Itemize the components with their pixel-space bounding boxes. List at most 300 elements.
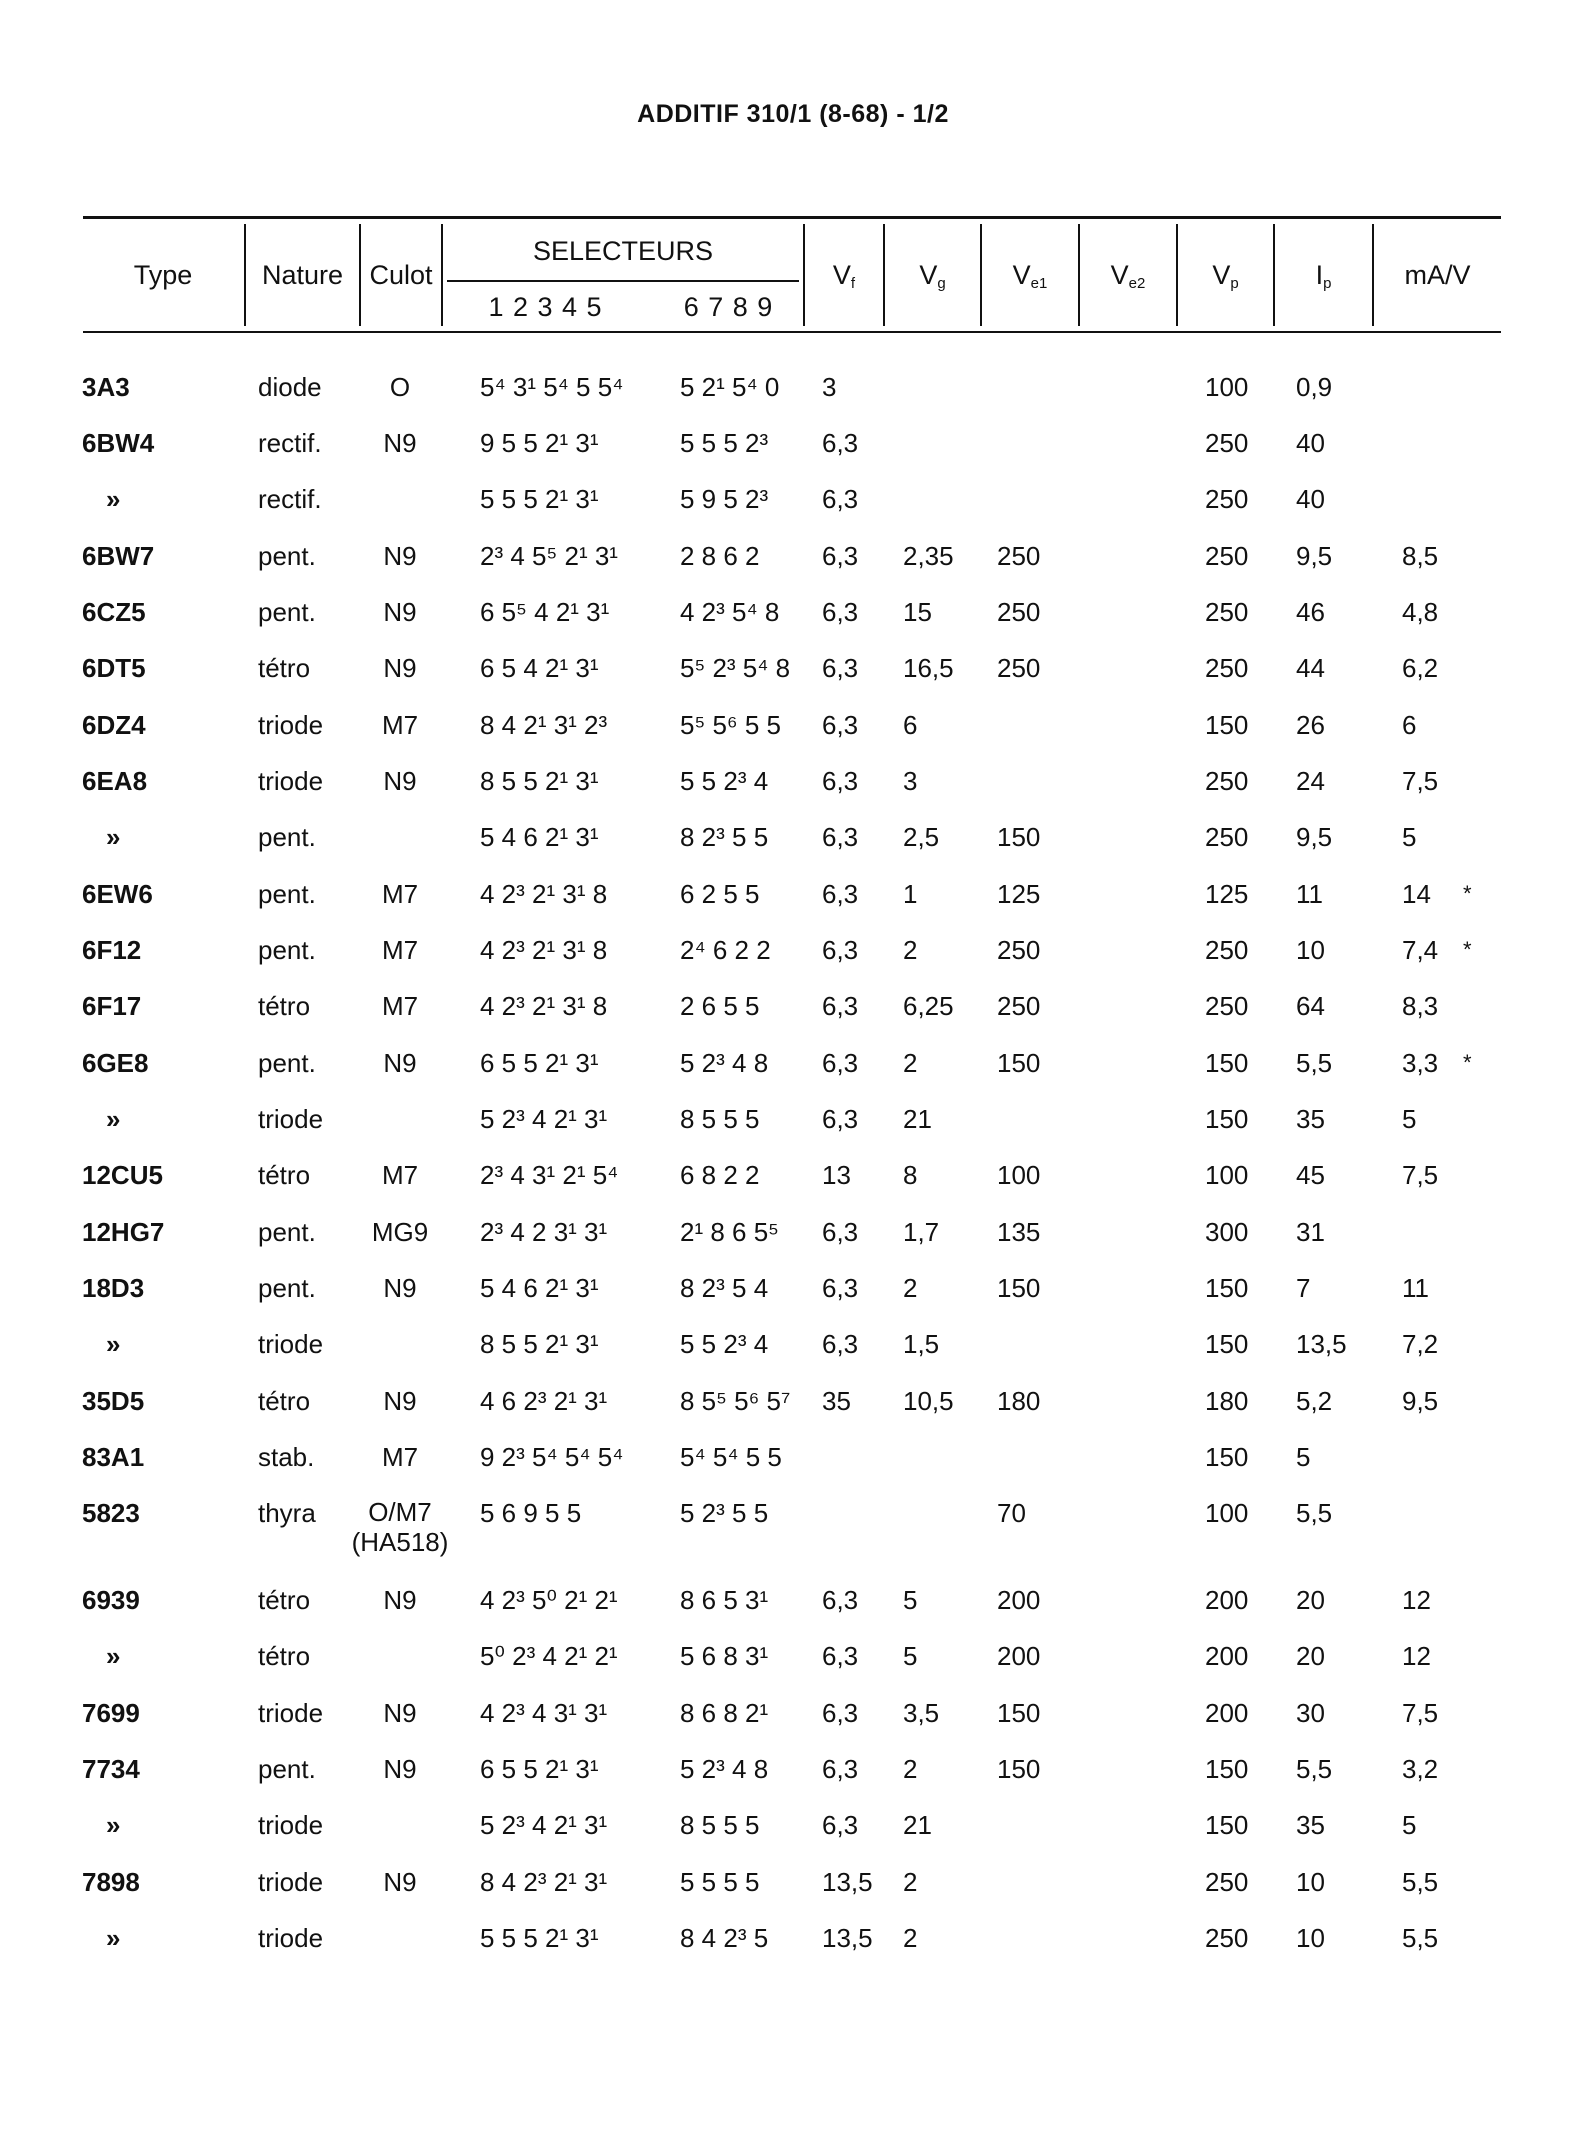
cell-ve1: 70 xyxy=(997,1498,1026,1528)
cell-vg: 16,5 xyxy=(903,653,954,683)
table-row xyxy=(0,1640,1586,1680)
cell-ip: 11 xyxy=(1296,879,1323,909)
cell-vf: 35 xyxy=(822,1386,851,1416)
table-row xyxy=(0,1497,1586,1557)
cell-ma: 9,5 xyxy=(1402,1386,1439,1416)
cell-s2: 8 5 5 5 xyxy=(680,1810,760,1840)
cell-ma: 11 xyxy=(1402,1273,1429,1303)
cell-ma: 4,8 xyxy=(1402,597,1439,627)
cell-ve1: 150 xyxy=(997,822,1041,852)
cell-vf: 6,3 xyxy=(822,1641,859,1671)
cell-vg: 6,25 xyxy=(903,991,954,1021)
cell-note: * xyxy=(1463,881,1472,906)
cell-type: 6DT5 xyxy=(82,653,146,683)
cell-nature: triode xyxy=(258,1104,324,1134)
cell-nature: pent. xyxy=(258,1754,316,1784)
cell-ip: 35 xyxy=(1296,1810,1325,1840)
header-ma-v: mA/V xyxy=(1404,260,1471,290)
cell-ve1: 250 xyxy=(997,597,1041,627)
cell-s1: 2³ 4 2 3¹ 3¹ xyxy=(480,1217,608,1247)
cell-nature: triode xyxy=(258,1867,324,1897)
cell-ip: 5 xyxy=(1296,1442,1311,1472)
cell-vp: 150 xyxy=(1205,1329,1249,1359)
cell-ve1: 150 xyxy=(997,1754,1041,1784)
cell-nature: pent. xyxy=(258,1273,316,1303)
cell-vp: 100 xyxy=(1205,1160,1249,1190)
cell-nature: pent. xyxy=(258,1217,316,1247)
cell-ve1: 150 xyxy=(997,1048,1041,1078)
cell-vg: 5 xyxy=(903,1641,918,1671)
cell-vg: 21 xyxy=(903,1810,932,1840)
cell-vp: 250 xyxy=(1205,653,1249,683)
cell-vg: 2 xyxy=(903,1923,918,1953)
cell-s1: 2³ 4 3¹ 2¹ 5⁴ xyxy=(480,1160,619,1190)
cell-ma: 7,5 xyxy=(1402,1160,1439,1190)
table-row xyxy=(0,596,1586,636)
cell-type: 5823 xyxy=(82,1498,140,1528)
cell-s2: 2¹ 8 6 5⁵ xyxy=(680,1217,779,1247)
cell-culot: N9 xyxy=(383,1698,417,1728)
cell-type: 6BW7 xyxy=(82,541,155,571)
cell-ma: 14 xyxy=(1402,879,1431,909)
table-row xyxy=(0,427,1586,467)
cell-s1: 5⁰ 2³ 4 2¹ 2¹ xyxy=(480,1641,618,1671)
cell-culot: M7 xyxy=(381,1160,419,1190)
cell-vg: 2 xyxy=(903,935,918,965)
cell-s2: 5 5 2³ 4 xyxy=(680,1329,769,1359)
header-type: Type xyxy=(133,260,193,290)
header-nature: Nature xyxy=(261,260,344,290)
cell-s1: 5 6 9 5 5 xyxy=(480,1498,582,1528)
cell-nature: rectif. xyxy=(258,428,322,458)
cell-culot: N9 xyxy=(383,597,417,627)
cell-ma: 12 xyxy=(1402,1641,1431,1671)
cell-culot: N9 xyxy=(383,766,417,796)
cell-s2: 8 6 5 3¹ xyxy=(680,1585,769,1615)
cell-s2: 5 5 2³ 4 xyxy=(680,766,769,796)
cell-nature: tétro xyxy=(258,991,311,1021)
cell-type: 7699 xyxy=(82,1698,140,1728)
cell-ip: 0,9 xyxy=(1296,372,1333,402)
cell-culot: M7 xyxy=(381,879,419,909)
table-row xyxy=(0,540,1586,580)
cell-type: » xyxy=(106,1641,121,1671)
cell-type: 6EA8 xyxy=(82,766,148,796)
cell-s2: 5⁵ 5⁶ 5 5 xyxy=(680,710,781,740)
cell-vf: 6,3 xyxy=(822,428,859,458)
cell-type: 18D3 xyxy=(82,1273,145,1303)
cell-culot: M7 xyxy=(381,991,419,1021)
cell-nature: rectif. xyxy=(258,484,322,514)
table-row xyxy=(0,1584,1586,1624)
cell-s2: 5⁵ 2³ 5⁴ 8 xyxy=(680,653,791,683)
cell-ve1: 125 xyxy=(997,879,1041,909)
cell-ip: 10 xyxy=(1296,935,1325,965)
cell-s1: 6 5 5 2¹ 3¹ xyxy=(480,1754,599,1784)
cell-s2: 5⁴ 5⁴ 5 5 xyxy=(680,1442,782,1472)
cell-ip: 5,5 xyxy=(1296,1498,1333,1528)
cell-vp: 150 xyxy=(1205,1048,1249,1078)
cell-type: 3A3 xyxy=(82,372,130,402)
cell-culot: M7 xyxy=(381,935,419,965)
cell-nature: pent. xyxy=(258,935,316,965)
table-row xyxy=(0,1385,1586,1425)
cell-vp: 250 xyxy=(1205,484,1249,514)
table-top-rule xyxy=(83,216,1501,219)
cell-culot: N9 xyxy=(383,1048,417,1078)
cell-type: » xyxy=(106,822,121,852)
cell-s1: 5 2³ 4 2¹ 3¹ xyxy=(480,1810,608,1840)
cell-vf: 6,3 xyxy=(822,1217,859,1247)
cell-vf: 6,3 xyxy=(822,1273,859,1303)
page-title: ADDITIF 310/1 (8-68) - 1/2 xyxy=(637,100,949,128)
cell-type: 7898 xyxy=(82,1867,140,1897)
cell-vf: 6,3 xyxy=(822,541,859,571)
cell-vp: 250 xyxy=(1205,991,1249,1021)
cell-nature: tétro xyxy=(258,1386,311,1416)
cell-ve1: 200 xyxy=(997,1585,1041,1615)
header-vg: $V_g$ xyxy=(919,260,946,292)
cell-ip: 64 xyxy=(1296,991,1325,1021)
cell-ve1: 150 xyxy=(997,1698,1041,1728)
cell-s2: 5 5 5 2³ xyxy=(680,428,769,458)
cell-vf: 6,3 xyxy=(822,1698,859,1728)
cell-ip: 5,2 xyxy=(1296,1386,1333,1416)
cell-s1: 8 4 2³ 2¹ 3¹ xyxy=(480,1867,608,1897)
cell-note: * xyxy=(1463,1050,1472,1075)
header-culot: Culot xyxy=(369,260,433,290)
cell-ma: 7,5 xyxy=(1402,1698,1439,1728)
cell-vp: 250 xyxy=(1205,822,1249,852)
cell-s1: 5⁴ 3¹ 5⁴ 5 5⁴ xyxy=(480,372,624,402)
cell-s1: 5 2³ 4 2¹ 3¹ xyxy=(480,1104,608,1134)
header-vf: $V_f$ xyxy=(832,260,856,292)
cell-ma: 7,4 xyxy=(1402,935,1439,965)
table-row xyxy=(0,934,1586,974)
cell-culot: N9 xyxy=(383,1754,417,1784)
table-row xyxy=(0,990,1586,1030)
cell-culot: M7 xyxy=(381,710,419,740)
cell-s1: 5 4 6 2¹ 3¹ xyxy=(480,822,599,852)
cell-ip: 46 xyxy=(1296,597,1325,627)
cell-ip: 7 xyxy=(1296,1273,1311,1303)
cell-ip: 10 xyxy=(1296,1923,1325,1953)
cell-type: 6F12 xyxy=(82,935,142,965)
cell-s1: 4 6 2³ 2¹ 3¹ xyxy=(480,1386,608,1416)
cell-ip: 9,5 xyxy=(1296,822,1333,852)
cell-type: 6F17 xyxy=(82,991,142,1021)
cell-vf: 6,3 xyxy=(822,597,859,627)
cell-s2: 5 2¹ 5⁴ 0 xyxy=(680,372,780,402)
cell-ve1: 250 xyxy=(997,653,1041,683)
cell-vp: 150 xyxy=(1205,710,1249,740)
cell-s2: 8 2³ 5 4 xyxy=(680,1273,769,1303)
cell-type: » xyxy=(106,1104,121,1134)
header-ip: $I_p$ xyxy=(1315,260,1332,292)
cell-vf: 6,3 xyxy=(822,710,859,740)
cell-ip: 31 xyxy=(1296,1217,1325,1247)
cell-ip: 35 xyxy=(1296,1104,1325,1134)
cell-ve1: 100 xyxy=(997,1160,1041,1190)
cell-type: 6GE8 xyxy=(82,1048,149,1078)
cell-vp: 100 xyxy=(1205,372,1249,402)
header-ve1: $V_{e1}$ xyxy=(1012,260,1048,292)
cell-nature: pent. xyxy=(258,1048,316,1078)
cell-vf: 6,3 xyxy=(822,1104,859,1134)
cell-nature: pent. xyxy=(258,541,316,571)
cell-ma: 3,2 xyxy=(1402,1754,1439,1784)
cell-type: 12CU5 xyxy=(82,1160,163,1190)
cell-vp: 250 xyxy=(1205,1867,1249,1897)
cell-s1: 8 5 5 2¹ 3¹ xyxy=(480,1329,599,1359)
cell-vf: 6,3 xyxy=(822,1048,859,1078)
cell-s2: 8 2³ 5 5 xyxy=(680,822,769,852)
cell-ma: 7,5 xyxy=(1402,766,1439,796)
cell-culot xyxy=(345,1497,455,1557)
table-row xyxy=(0,1272,1586,1312)
cell-nature: thyra xyxy=(258,1498,316,1528)
cell-vp: 150 xyxy=(1205,1273,1249,1303)
cell-vf: 6,3 xyxy=(822,484,859,514)
cell-s1: 2³ 4 5⁵ 2¹ 3¹ xyxy=(480,541,618,571)
cell-nature: tétro xyxy=(258,1585,311,1615)
cell-ve1: 200 xyxy=(997,1641,1041,1671)
cell-s2: 2 8 6 2 xyxy=(680,541,760,571)
cell-ma: 3,3 xyxy=(1402,1048,1439,1078)
cell-s1: 4 2³ 2¹ 3¹ 8 xyxy=(480,991,608,1021)
selecteurs-divider xyxy=(447,280,799,282)
cell-ve1: 150 xyxy=(997,1273,1041,1303)
cell-vp: 200 xyxy=(1205,1698,1249,1728)
cell-culot: MG9 xyxy=(371,1217,429,1247)
cell-s1: 6 5 4 2¹ 3¹ xyxy=(480,653,599,683)
cell-nature: pent. xyxy=(258,879,316,909)
cell-vg: 2 xyxy=(903,1754,918,1784)
cell-type: 7734 xyxy=(82,1754,140,1784)
table-row xyxy=(0,1159,1586,1199)
cell-nature: tétro xyxy=(258,1160,311,1190)
cell-vf: 13,5 xyxy=(822,1923,873,1953)
table-row xyxy=(0,483,1586,523)
cell-nature: diode xyxy=(258,372,322,402)
cell-ip: 26 xyxy=(1296,710,1325,740)
cell-ve1: 250 xyxy=(997,991,1041,1021)
cell-vg: 2,5 xyxy=(903,822,940,852)
cell-vp: 100 xyxy=(1205,1498,1249,1528)
cell-ve1: 180 xyxy=(997,1386,1041,1416)
cell-ip: 20 xyxy=(1296,1641,1325,1671)
cell-vg: 2 xyxy=(903,1867,918,1897)
cell-ma: 5,5 xyxy=(1402,1867,1439,1897)
cell-type: » xyxy=(106,1923,121,1953)
cell-s2: 4 2³ 5⁴ 8 xyxy=(680,597,780,627)
cell-vp: 250 xyxy=(1205,1923,1249,1953)
header-selecteurs-6-9: 6 7 8 9 xyxy=(683,292,773,322)
cell-culot: N9 xyxy=(383,541,417,571)
cell-type: 6DZ4 xyxy=(82,710,146,740)
cell-ip: 5,5 xyxy=(1296,1754,1333,1784)
cell-s2: 8 4 2³ 5 xyxy=(680,1923,769,1953)
cell-ma: 12 xyxy=(1402,1585,1431,1615)
cell-vp: 150 xyxy=(1205,1810,1249,1840)
cell-vf: 6,3 xyxy=(822,1329,859,1359)
cell-vf: 3 xyxy=(822,372,837,402)
cell-vf: 6,3 xyxy=(822,822,859,852)
header-selecteurs: SELECTEURS xyxy=(532,236,714,266)
cell-ip: 40 xyxy=(1296,484,1325,514)
cell-vp: 250 xyxy=(1205,597,1249,627)
cell-ve1: 250 xyxy=(997,541,1041,571)
cell-s2: 2⁴ 6 2 2 xyxy=(680,935,771,965)
cell-culot: N9 xyxy=(383,1585,417,1615)
table-row xyxy=(0,709,1586,749)
cell-vp: 250 xyxy=(1205,428,1249,458)
cell-type: 6EW6 xyxy=(82,879,153,909)
cell-s2: 5 5 5 5 xyxy=(680,1867,760,1897)
cell-s1: 9 5 5 2¹ 3¹ xyxy=(480,428,599,458)
cell-s2: 5 2³ 4 8 xyxy=(680,1754,769,1784)
cell-s1: 8 4 2¹ 3¹ 2³ xyxy=(480,710,608,740)
cell-vg: 1 xyxy=(903,879,918,909)
cell-culot-line: (HA518) xyxy=(351,1527,449,1557)
cell-s1: 5 4 6 2¹ 3¹ xyxy=(480,1273,599,1303)
cell-ma: 8,3 xyxy=(1402,991,1439,1021)
table-row xyxy=(0,1922,1586,1962)
cell-vf: 6,3 xyxy=(822,653,859,683)
cell-vg: 2 xyxy=(903,1048,918,1078)
cell-s2: 2 6 5 5 xyxy=(680,991,760,1021)
cell-s2: 8 5 5 5 xyxy=(680,1104,760,1134)
cell-vf: 6,3 xyxy=(822,991,859,1021)
cell-nature: stab. xyxy=(258,1442,315,1472)
table-row xyxy=(0,821,1586,861)
cell-ip: 10 xyxy=(1296,1867,1325,1897)
cell-culot-line: O/M7 xyxy=(368,1497,432,1527)
cell-ip: 45 xyxy=(1296,1160,1325,1190)
table-row xyxy=(0,1866,1586,1906)
table-row xyxy=(0,1216,1586,1256)
cell-vp: 150 xyxy=(1205,1104,1249,1134)
cell-ma: 5 xyxy=(1402,822,1417,852)
cell-vf: 6,3 xyxy=(822,1585,859,1615)
cell-type: 35D5 xyxy=(82,1386,145,1416)
cell-note: * xyxy=(1463,937,1472,962)
table-row xyxy=(0,1047,1586,1087)
cell-s1: 5 5 5 2¹ 3¹ xyxy=(480,484,599,514)
cell-vg: 6 xyxy=(903,710,918,740)
cell-ve1: 135 xyxy=(997,1217,1041,1247)
cell-vg: 1,5 xyxy=(903,1329,940,1359)
cell-culot: N9 xyxy=(383,653,417,683)
cell-nature: tétro xyxy=(258,653,311,683)
cell-ip: 9,5 xyxy=(1296,541,1333,571)
table-row xyxy=(0,1697,1586,1737)
cell-type: » xyxy=(106,484,121,514)
cell-culot: N9 xyxy=(383,1273,417,1303)
cell-vg: 8 xyxy=(903,1160,918,1190)
cell-vp: 125 xyxy=(1205,879,1249,909)
cell-culot: N9 xyxy=(383,1867,417,1897)
cell-s1: 9 2³ 5⁴ 5⁴ 5⁴ xyxy=(480,1442,624,1472)
cell-vp: 300 xyxy=(1205,1217,1249,1247)
cell-vp: 150 xyxy=(1205,1754,1249,1784)
cell-ma: 6 xyxy=(1402,710,1417,740)
cell-s1: 8 5 5 2¹ 3¹ xyxy=(480,766,599,796)
cell-vf: 13 xyxy=(822,1160,851,1190)
cell-nature: triode xyxy=(258,1329,324,1359)
cell-ip: 24 xyxy=(1296,766,1325,796)
cell-vf: 6,3 xyxy=(822,766,859,796)
cell-nature: triode xyxy=(258,1810,324,1840)
cell-ma: 5,5 xyxy=(1402,1923,1439,1953)
cell-vg: 1,7 xyxy=(903,1217,940,1247)
cell-vf: 6,3 xyxy=(822,1754,859,1784)
cell-ve1: 250 xyxy=(997,935,1041,965)
cell-type: 6939 xyxy=(82,1585,140,1615)
cell-vg: 3 xyxy=(903,766,918,796)
cell-s2: 8 6 8 2¹ xyxy=(680,1698,769,1728)
cell-ip: 40 xyxy=(1296,428,1325,458)
header-ve2: $V_{e2}$ xyxy=(1110,260,1146,292)
cell-ma: 6,2 xyxy=(1402,653,1439,683)
cell-culot: O xyxy=(389,372,411,402)
cell-ip: 44 xyxy=(1296,653,1325,683)
cell-type: » xyxy=(106,1329,121,1359)
cell-vp: 200 xyxy=(1205,1641,1249,1671)
cell-s1: 4 2³ 2¹ 3¹ 8 xyxy=(480,935,608,965)
cell-type: 12HG7 xyxy=(82,1217,165,1247)
cell-ma: 7,2 xyxy=(1402,1329,1439,1359)
cell-vp: 250 xyxy=(1205,766,1249,796)
cell-s1: 4 2³ 5⁰ 2¹ 2¹ xyxy=(480,1585,618,1615)
cell-nature: triode xyxy=(258,1698,324,1728)
cell-vg: 15 xyxy=(903,597,932,627)
cell-culot: M7 xyxy=(381,1442,419,1472)
cell-ma: 5 xyxy=(1402,1104,1417,1134)
cell-type: 83A1 xyxy=(82,1442,145,1472)
cell-s1: 5 5 5 2¹ 3¹ xyxy=(480,1923,599,1953)
cell-type: 6BW4 xyxy=(82,428,155,458)
cell-ip: 13,5 xyxy=(1296,1329,1347,1359)
cell-vg: 21 xyxy=(903,1104,932,1134)
cell-vp: 250 xyxy=(1205,935,1249,965)
cell-vf: 13,5 xyxy=(822,1867,873,1897)
cell-s1: 4 2³ 4 3¹ 3¹ xyxy=(480,1698,608,1728)
table-row xyxy=(0,765,1586,805)
table-row xyxy=(0,371,1586,411)
cell-nature: triode xyxy=(258,1923,324,1953)
cell-vp: 150 xyxy=(1205,1442,1249,1472)
table-row xyxy=(0,1809,1586,1849)
cell-s1: 6 5⁵ 4 2¹ 3¹ xyxy=(480,597,610,627)
cell-s1: 4 2³ 2¹ 3¹ 8 xyxy=(480,879,608,909)
cell-vg: 3,5 xyxy=(903,1698,940,1728)
cell-ip: 20 xyxy=(1296,1585,1325,1615)
cell-vf: 6,3 xyxy=(822,879,859,909)
header-selecteurs-1-5: 1 2 3 4 5 xyxy=(488,292,602,322)
table-row xyxy=(0,1103,1586,1143)
table-row xyxy=(0,1753,1586,1793)
cell-ip: 30 xyxy=(1296,1698,1325,1728)
table-row xyxy=(0,652,1586,692)
cell-s2: 8 5⁵ 5⁶ 5⁷ xyxy=(680,1386,791,1416)
cell-culot: N9 xyxy=(383,428,417,458)
cell-ma: 8,5 xyxy=(1402,541,1439,571)
cell-vg: 2 xyxy=(903,1273,918,1303)
cell-ma: 5 xyxy=(1402,1810,1417,1840)
cell-nature: pent. xyxy=(258,597,316,627)
cell-vp: 250 xyxy=(1205,541,1249,571)
